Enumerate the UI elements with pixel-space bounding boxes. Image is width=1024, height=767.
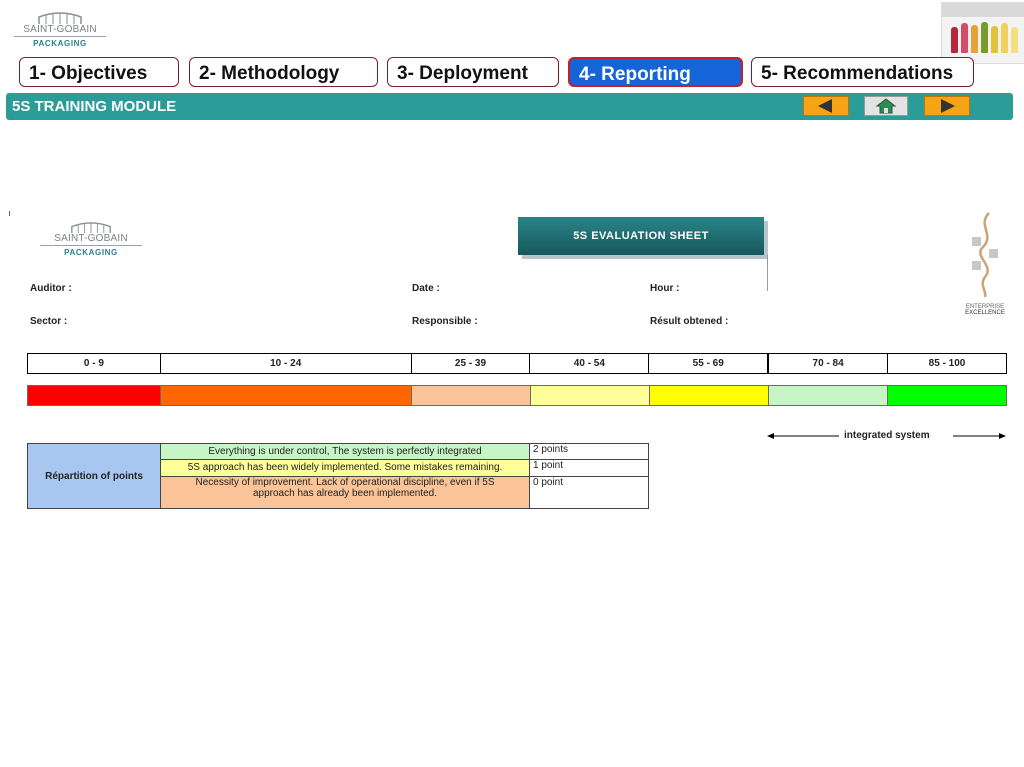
sector-label: Sector : [30,316,68,327]
range-cell: 10 - 24 [160,354,411,374]
sheet-saint-gobain-logo [40,222,142,257]
auditor-label: Auditor : [30,283,72,294]
color-cell [161,386,412,406]
prev-button[interactable] [803,96,849,116]
color-cell [28,386,161,406]
points-row-desc: 5S approach has been widely implemented. Some mistakes remaining. [161,460,530,476]
ee-line1: ENTERPRISE [965,304,1005,310]
next-button[interactable] [924,96,970,116]
logo-arch-icon [70,222,112,233]
color-cell [650,386,769,406]
right-triangle-icon [925,97,969,115]
points-row-value: 1 point [530,460,649,476]
color-cell [888,386,1007,406]
range-cell: 70 - 84 [768,354,887,374]
score-color-bar [27,385,1007,406]
result-label: Résult obtened : [650,316,729,327]
points-row-desc: Everything is under control, The system is perfectly integrated [161,444,530,460]
logo-brand-text: SAINT-GOBAIN [23,24,97,35]
repartition-label: Répartition of points [28,444,161,509]
tab-deployment[interactable]: 3- Deployment [387,57,559,87]
range-cell: 40 - 54 [530,354,649,374]
tab-reporting[interactable]: 4- Reporting [568,57,743,87]
title-divider [767,255,768,291]
sheet-logo-brand: SAINT-GOBAIN [54,233,128,244]
module-bar [6,93,1013,120]
range-cell: 25 - 39 [411,354,530,374]
left-triangle-icon [804,97,848,115]
logo-arch-icon [37,12,83,24]
color-cell [412,386,531,406]
date-label: Date : [412,283,440,294]
integrated-system-label: integrated system [844,430,930,441]
range-cell: 55 - 69 [649,354,768,374]
color-cell [531,386,650,406]
integrated-system-indicator [767,430,1007,442]
bottles-thumbnail-image [941,2,1024,64]
points-row-desc-line2: approach has already been implemented. [252,487,437,499]
range-cell: 85 - 100 [888,354,1007,374]
tab-objectives[interactable]: 1- Objectives [19,57,179,87]
saint-gobain-logo [14,12,106,48]
helix-icon [969,211,1001,299]
points-row-value: 0 point [530,476,649,509]
score-ranges-table [27,353,1007,374]
home-button[interactable] [864,96,908,116]
sheet-logo-sub: PACKAGING [64,248,118,257]
responsible-label: Responsible : [412,316,478,327]
evaluation-sheet-title: 5S EVALUATION SHEET [518,217,764,255]
points-row-desc-line1: Necessity of improvement. Lack of operational discipline, even if 5S [195,476,495,488]
points-row-desc [161,476,530,509]
enterprise-excellence-logo [962,211,1008,316]
tab-methodology[interactable]: 2- Methodology [189,57,378,87]
tab-recommendations[interactable]: 5- Recommendations [751,57,974,87]
hour-label: Hour : [650,283,680,294]
repartition-table [27,443,649,509]
range-cell: 0 - 9 [28,354,161,374]
ee-line2: EXCELLENCE [965,310,1005,316]
color-cell [769,386,888,406]
stray-mark [9,211,10,216]
home-icon [865,97,907,115]
points-row-value: 2 points [530,444,649,460]
logo-sub-text: PACKAGING [33,39,87,48]
module-title: 5S TRAINING MODULE [12,98,177,115]
